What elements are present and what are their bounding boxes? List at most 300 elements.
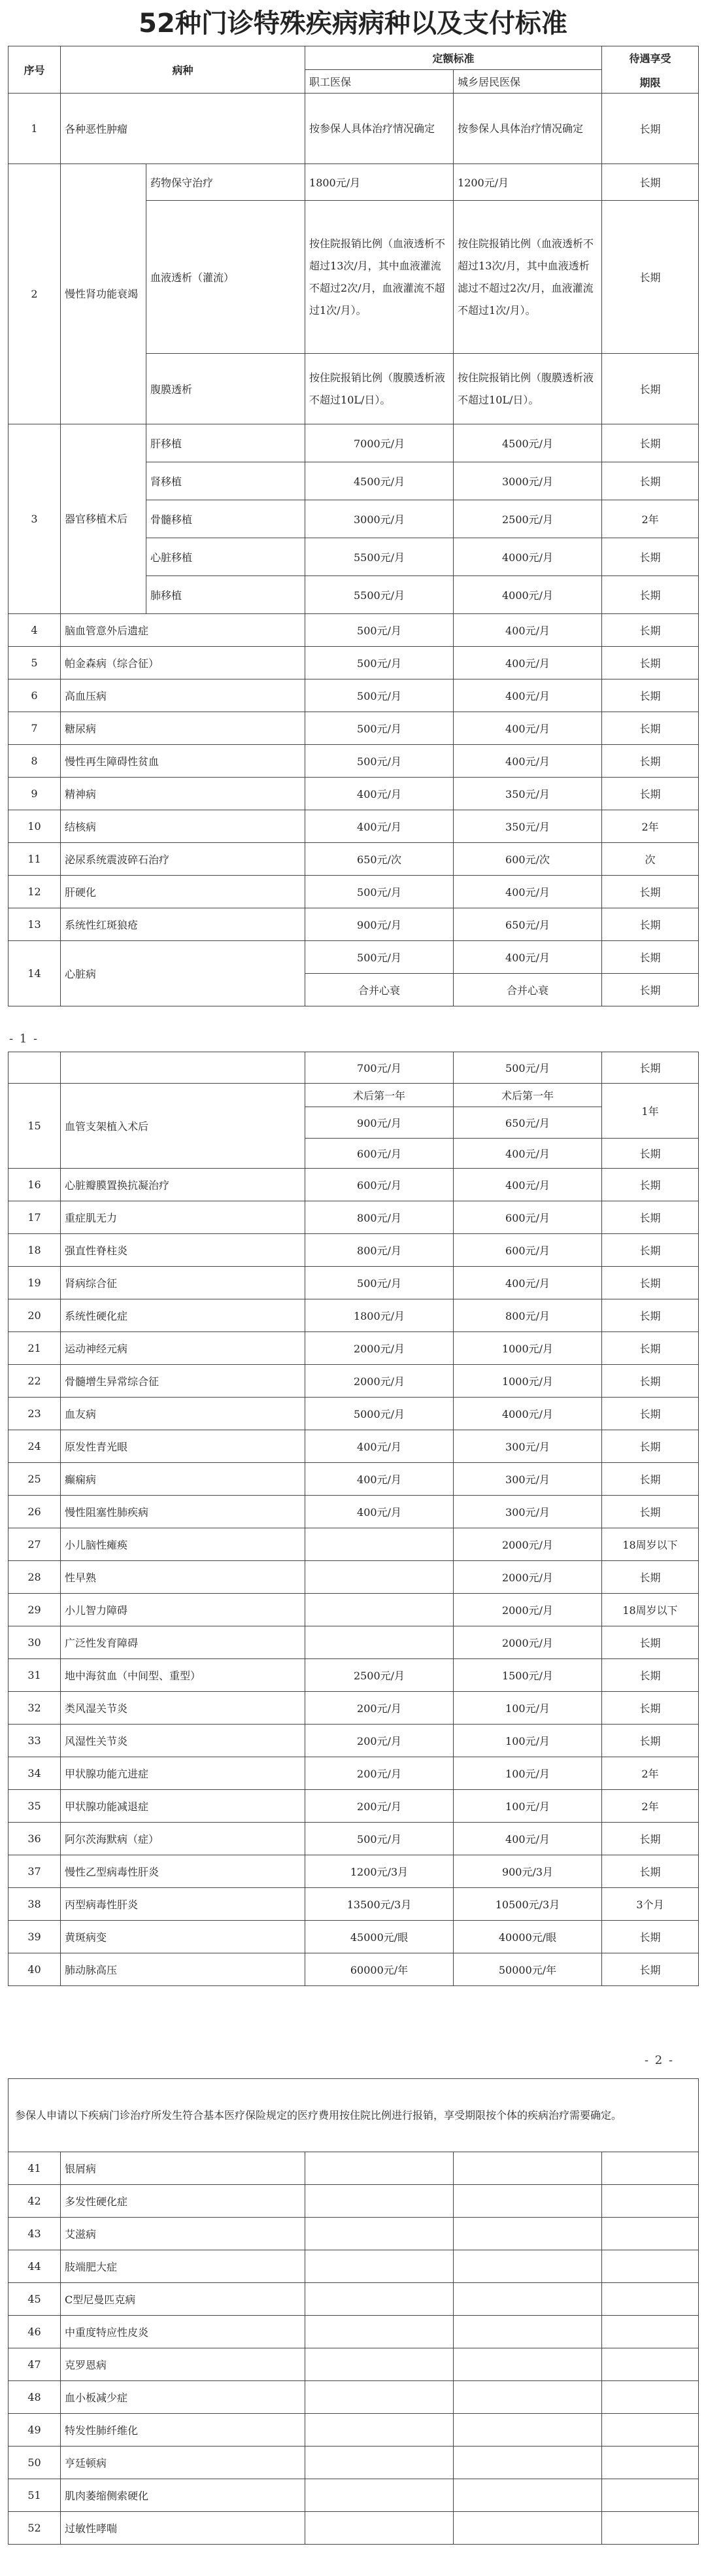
row-period — [602, 2283, 699, 2316]
table-row — [8, 843, 699, 876]
row-disease: 脑血管意外后遗症 — [61, 614, 305, 647]
row-period: 长期 — [602, 538, 699, 576]
row-resident: 1200元/月 — [454, 164, 602, 201]
row-disease: 泌尿系统震波碎石治疗 — [61, 843, 305, 876]
disease-table-part-2 — [8, 1052, 699, 1986]
table-row — [8, 1332, 699, 1365]
row-resident: 2000元/月 — [454, 1626, 602, 1659]
row-worker: 400元/月 — [305, 1463, 454, 1496]
row-worker — [305, 2512, 454, 2545]
row-worker: 500元/月 — [305, 1823, 454, 1855]
row-period — [602, 2479, 699, 2512]
row-worker: 500元/月 — [305, 679, 454, 712]
row-disease: 慢性阻塞性肺疾病 — [61, 1496, 305, 1528]
row-resident: 300元/月 — [454, 1463, 602, 1496]
row-resident: 1000元/月 — [454, 1332, 602, 1365]
row-period: 长期 — [602, 647, 699, 679]
row-subtype: 血液透析（灌流） — [146, 201, 305, 354]
row-no: 8 — [8, 745, 61, 778]
row-period — [602, 2447, 699, 2479]
row-period: 长期 — [602, 576, 699, 614]
row-no: 38 — [8, 1888, 61, 1921]
row-resident — [454, 2348, 602, 2381]
row-disease: 重症肌无力 — [61, 1201, 305, 1234]
row-resident: 400元/月 — [454, 1823, 602, 1855]
table-row — [8, 647, 699, 679]
row-resident: 100元/月 — [454, 1725, 602, 1757]
row-disease: 地中海贫血（中间型、重型） — [61, 1659, 305, 1692]
row-worker — [305, 2479, 454, 2512]
row-period: 长期 — [602, 745, 699, 778]
row-worker: 200元/月 — [305, 1692, 454, 1725]
table-row — [8, 1953, 699, 1986]
row-resident: 4000元/月 — [454, 576, 602, 614]
row-disease: 多发性硬化症 — [61, 2185, 305, 2218]
table-row — [8, 745, 699, 778]
row-worker: 400元/月 — [305, 1496, 454, 1528]
page-title: 52种门诊特殊疾病病种以及支付标准 — [139, 9, 567, 39]
row-worker — [305, 2414, 454, 2447]
row-no: 23 — [8, 1398, 61, 1430]
row-worker: 400元/月 — [305, 1430, 454, 1463]
header-disease: 病种 — [61, 46, 305, 94]
row-worker: 500元/月 — [305, 876, 454, 908]
row-disease: 血小板减少症 — [61, 2381, 305, 2414]
row-no: 25 — [8, 1463, 61, 1496]
row-period: 长期 — [602, 1234, 699, 1267]
row-worker: 45000元/眼 — [305, 1921, 454, 1953]
row-resident: 按住院报销比例（腹膜透析液不超过10L/日）。 — [454, 354, 602, 424]
table-row — [8, 941, 699, 974]
row-worker: 800元/月 — [305, 1234, 454, 1267]
row-worker: 1800元/月 — [305, 1299, 454, 1332]
row-resident: 100元/月 — [454, 1790, 602, 1823]
row-no: 49 — [8, 2414, 61, 2447]
row-no: 22 — [8, 1365, 61, 1398]
table-row — [8, 1398, 699, 1430]
row-period — [602, 2250, 699, 2283]
row-worker: 400元/月 — [305, 810, 454, 843]
row-period: 长期 — [602, 1823, 699, 1855]
row-period: 2年 — [602, 1757, 699, 1790]
row-no: 42 — [8, 2185, 61, 2218]
row-no: 11 — [8, 843, 61, 876]
row-no: 39 — [8, 1921, 61, 1953]
row-resident: 400元/月 — [454, 1267, 602, 1299]
row-resident: 1000元/月 — [454, 1365, 602, 1398]
row-subtype: 肺移植 — [146, 576, 305, 614]
table-row — [8, 1855, 699, 1888]
row-resident — [454, 2152, 602, 2185]
row-worker: 600元/月 — [305, 1139, 454, 1169]
row-resident — [454, 2381, 602, 2414]
row-worker: 500元/月 — [305, 712, 454, 745]
row-no: 41 — [8, 2152, 61, 2185]
row-disease: C型尼曼匹克病 — [61, 2283, 305, 2316]
row-worker: 60000元/年 — [305, 1953, 454, 1986]
row-disease: 高血压病 — [61, 679, 305, 712]
row-resident: 2000元/月 — [454, 1561, 602, 1594]
table-row — [8, 1201, 699, 1234]
row-resident: 2000元/月 — [454, 1528, 602, 1561]
row-disease: 强直性脊柱炎 — [61, 1234, 305, 1267]
row-period: 长期 — [602, 1496, 699, 1528]
row-no: 3 — [8, 424, 61, 614]
row-worker: 900元/月 — [305, 1107, 454, 1139]
row-no: 28 — [8, 1561, 61, 1594]
row-resident: 800元/月 — [454, 1299, 602, 1332]
row-worker: 1200元/3月 — [305, 1855, 454, 1888]
row-period: 长期 — [602, 1953, 699, 1986]
table-row — [8, 1692, 699, 1725]
row-period — [602, 2512, 699, 2545]
row-resident: 400元/月 — [454, 1139, 602, 1169]
row-period: 长期 — [602, 462, 699, 500]
row-disease: 肌肉萎缩侧索硬化 — [61, 2479, 305, 2512]
row-resident: 合并心衰 — [454, 974, 602, 1006]
row-worker — [305, 1561, 454, 1594]
table-row — [8, 2250, 699, 2283]
row-resident: 350元/月 — [454, 810, 602, 843]
table-row — [8, 2218, 699, 2250]
row-period: 长期 — [602, 1365, 699, 1398]
table-row — [8, 1757, 699, 1790]
table-row — [8, 1496, 699, 1528]
row-resident: 300元/月 — [454, 1496, 602, 1528]
row-disease: 特发性肺纤维化 — [61, 2414, 305, 2447]
row-period: 长期 — [602, 1561, 699, 1594]
row-resident — [454, 2447, 602, 2479]
row-worker — [305, 2316, 454, 2348]
row-no: 1 — [8, 94, 61, 164]
table-row — [8, 2381, 699, 2414]
row-resident: 按参保人具体治疗情况确定 — [454, 94, 602, 164]
row-period: 长期 — [602, 1299, 699, 1332]
row-worker: 500元/月 — [305, 647, 454, 679]
row-worker: 500元/月 — [305, 614, 454, 647]
header-quota: 定额标准 — [305, 46, 602, 70]
row-disease: 癫痫病 — [61, 1463, 305, 1496]
row-disease: 血管支架植入术后 — [61, 1084, 305, 1169]
row-no: 16 — [8, 1169, 61, 1201]
row-disease: 骨髓增生异常综合征 — [61, 1365, 305, 1398]
row-no: 48 — [8, 2381, 61, 2414]
row-disease: 精神病 — [61, 778, 305, 810]
row-disease: 各种恶性肿瘤 — [61, 94, 305, 164]
row-period: 长期 — [602, 778, 699, 810]
row-disease: 运动神经元病 — [61, 1332, 305, 1365]
row-resident: 100元/月 — [454, 1757, 602, 1790]
row-no: 2 — [8, 164, 61, 424]
row-resident: 按住院报销比例（血液透析不超过13次/月，其中血液透析滤过不超过2次/月，血液灌流不超过1次/月）。 — [454, 201, 602, 354]
row-no: 5 — [8, 647, 61, 679]
row-resident: 600元/次 — [454, 843, 602, 876]
table-row — [8, 1234, 699, 1267]
row-no: 34 — [8, 1757, 61, 1790]
row-no: 26 — [8, 1496, 61, 1528]
row-worker: 5000元/月 — [305, 1398, 454, 1430]
row-period: 长期 — [602, 908, 699, 941]
table-row — [8, 2447, 699, 2479]
row-resident — [454, 2512, 602, 2545]
row-disease: 亨廷顿病 — [61, 2447, 305, 2479]
row-worker — [305, 2283, 454, 2316]
row-period: 长期 — [602, 1169, 699, 1201]
row-worker — [305, 2185, 454, 2218]
row-resident: 100元/月 — [454, 1692, 602, 1725]
row-period: 长期 — [602, 679, 699, 712]
row-disease: 小儿智力障碍 — [61, 1594, 305, 1626]
row-worker: 按住院报销比例（腹膜透析液不超过10L/日）。 — [305, 354, 454, 424]
row-no: 20 — [8, 1299, 61, 1332]
row-worker: 700元/月 — [305, 1052, 454, 1084]
row-period — [602, 2218, 699, 2250]
table-row — [8, 94, 699, 164]
row-no: 30 — [8, 1626, 61, 1659]
row-resident — [454, 2479, 602, 2512]
row-disease: 心脏病 — [61, 941, 305, 1006]
row-worker: 2000元/月 — [305, 1332, 454, 1365]
row-worker — [305, 2218, 454, 2250]
row-period: 长期 — [602, 1463, 699, 1496]
row-worker: 3000元/月 — [305, 500, 454, 538]
row-no: 29 — [8, 1594, 61, 1626]
page-number: - 1 - — [9, 1032, 39, 1046]
row-period: 次 — [602, 843, 699, 876]
row-no: 40 — [8, 1953, 61, 1986]
row-period: 长期 — [602, 164, 699, 201]
row-worker — [305, 2447, 454, 2479]
row-subtype: 骨髓移植 — [146, 500, 305, 538]
row-disease: 甲状腺功能亢进症 — [61, 1757, 305, 1790]
row-disease: 器官移植术后 — [61, 424, 146, 614]
row-worker: 按住院报销比例（血液透析不超过13次/月，其中血液灌流不超过2次/月，血液灌流不超过1次/月）。 — [305, 201, 454, 354]
row-period: 长期 — [602, 354, 699, 424]
table-row — [8, 1626, 699, 1659]
row-disease: 帕金森病（综合征） — [61, 647, 305, 679]
row-resident: 400元/月 — [454, 679, 602, 712]
row-period: 长期 — [602, 941, 699, 974]
table-row — [8, 1659, 699, 1692]
row-no: 37 — [8, 1855, 61, 1888]
row-worker: 按参保人具体治疗情况确定 — [305, 94, 454, 164]
row-worker: 5500元/月 — [305, 576, 454, 614]
row-no: 46 — [8, 2316, 61, 2348]
row-resident: 40000元/眼 — [454, 1921, 602, 1953]
row-resident — [454, 2185, 602, 2218]
row-resident — [454, 2316, 602, 2348]
row-no: 36 — [8, 1823, 61, 1855]
row-worker: 4500元/月 — [305, 462, 454, 500]
row-resident: 400元/月 — [454, 1169, 602, 1201]
row-disease: 黄斑病变 — [61, 1921, 305, 1953]
table-row — [8, 679, 699, 712]
row-disease: 艾滋病 — [61, 2218, 305, 2250]
row-no: 50 — [8, 2447, 61, 2479]
table-row — [8, 2152, 699, 2185]
row-period: 长期 — [602, 1201, 699, 1234]
row-resident: 4500元/月 — [454, 424, 602, 462]
row-disease: 系统性红斑狼疮 — [61, 908, 305, 941]
row-worker — [305, 1594, 454, 1626]
row-subtype: 肾移植 — [146, 462, 305, 500]
row-resident: 2000元/月 — [454, 1594, 602, 1626]
row-worker: 200元/月 — [305, 1790, 454, 1823]
row-resident: 400元/月 — [454, 745, 602, 778]
row-disease: 小儿脑性瘫痪 — [61, 1528, 305, 1561]
row-no: 14 — [8, 941, 61, 1006]
row-resident: 400元/月 — [454, 876, 602, 908]
row-period — [602, 2381, 699, 2414]
row-disease: 糖尿病 — [61, 712, 305, 745]
row-period: 长期 — [602, 94, 699, 164]
row-period: 长期 — [602, 1398, 699, 1430]
row-resident: 400元/月 — [454, 941, 602, 974]
row-disease: 肺动脉高压 — [61, 1953, 305, 1986]
row-subtype: 腹膜透析 — [146, 354, 305, 424]
row-period: 长期 — [602, 876, 699, 908]
row-resident — [454, 2414, 602, 2447]
row-worker: 合并心衰 — [305, 974, 454, 1006]
row-resident: 10500元/3月 — [454, 1888, 602, 1921]
table-row — [8, 2185, 699, 2218]
row-disease: 慢性肾功能衰竭 — [61, 164, 146, 424]
row-period: 2年 — [602, 810, 699, 843]
row-worker: 600元/月 — [305, 1169, 454, 1201]
row-period: 长期 — [602, 712, 699, 745]
table-row — [8, 1267, 699, 1299]
row-disease: 类风湿关节炎 — [61, 1692, 305, 1725]
row-no: 10 — [8, 810, 61, 843]
note-text: 参保人申请以下疾病门诊治疗所发生符合基本医疗保险规定的医疗费用按住院比例进行报销，享受期限按个体的疾病治疗需要确定。 — [8, 2079, 699, 2152]
header-worker: 职工医保 — [305, 70, 454, 94]
row-resident: 500元/月 — [454, 1052, 602, 1084]
row-period — [602, 2316, 699, 2348]
row-worker: 13500元/3月 — [305, 1888, 454, 1921]
row-no: 35 — [8, 1790, 61, 1823]
row-period: 长期 — [602, 1725, 699, 1757]
row-resident: 400元/月 — [454, 614, 602, 647]
row-period: 长期 — [602, 1332, 699, 1365]
row-worker — [305, 2348, 454, 2381]
header-period-line2: 期限 — [639, 76, 661, 89]
row-period: 长期 — [602, 201, 699, 354]
row-period: 长期 — [602, 1855, 699, 1888]
header-period — [602, 46, 699, 94]
header-resident: 城乡居民医保 — [454, 70, 602, 94]
header-period-line1: 待遇享受 — [629, 52, 671, 65]
row-worker: 2000元/月 — [305, 1365, 454, 1398]
row-resident: 300元/月 — [454, 1430, 602, 1463]
row-subtype: 肝移植 — [146, 424, 305, 462]
table-row — [8, 1790, 699, 1823]
row-period — [602, 2185, 699, 2218]
row-worker: 800元/月 — [305, 1201, 454, 1234]
row-worker — [305, 2381, 454, 2414]
row-no: 4 — [8, 614, 61, 647]
table-row — [8, 2479, 699, 2512]
row-subtype: 药物保守治疗 — [146, 164, 305, 201]
table-row — [8, 876, 699, 908]
row-worker: 500元/月 — [305, 745, 454, 778]
table-row — [8, 1725, 699, 1757]
disease-table-part-3 — [8, 2078, 699, 2545]
row-resident: 1500元/月 — [454, 1659, 602, 1692]
row-disease: 甲状腺功能减退症 — [61, 1790, 305, 1823]
row-worker: 200元/月 — [305, 1757, 454, 1790]
row-period: 长期 — [602, 1659, 699, 1692]
row-period — [602, 2152, 699, 2185]
row-no: 7 — [8, 712, 61, 745]
row-period: 长期 — [602, 1692, 699, 1725]
row-resident — [454, 2218, 602, 2250]
page-number: - 2 - — [645, 2053, 675, 2067]
table-row — [8, 2283, 699, 2316]
row-worker — [305, 2250, 454, 2283]
row-disease: 过敏性哮喘 — [61, 2512, 305, 2545]
row-disease: 广泛性发育障碍 — [61, 1626, 305, 1659]
row-resident — [454, 2250, 602, 2283]
row-resident: 600元/月 — [454, 1234, 602, 1267]
row-no: 47 — [8, 2348, 61, 2381]
row-disease: 肢端肥大症 — [61, 2250, 305, 2283]
table-row — [8, 2512, 699, 2545]
row-no: 24 — [8, 1430, 61, 1463]
row-resident: 4000元/月 — [454, 538, 602, 576]
row-period: 长期 — [602, 974, 699, 1006]
table-row — [8, 1463, 699, 1496]
row-resident — [454, 2283, 602, 2316]
row-no: 31 — [8, 1659, 61, 1692]
row-resident: 400元/月 — [454, 712, 602, 745]
row-no: 27 — [8, 1528, 61, 1561]
row-no: 45 — [8, 2283, 61, 2316]
row-subtype: 心脏移植 — [146, 538, 305, 576]
row-resident: 650元/月 — [454, 1107, 602, 1139]
row-disease: 风湿性关节炎 — [61, 1725, 305, 1757]
row-resident: 600元/月 — [454, 1201, 602, 1234]
row-period — [602, 2414, 699, 2447]
row-disease: 肾病综合征 — [61, 1267, 305, 1299]
row-period: 2年 — [602, 1790, 699, 1823]
table-row — [8, 1888, 699, 1921]
row-no: 9 — [8, 778, 61, 810]
table-row — [8, 1528, 699, 1561]
row-resident: 400元/月 — [454, 647, 602, 679]
row-no: 21 — [8, 1332, 61, 1365]
table-row — [8, 810, 699, 843]
row-worker: 500元/月 — [305, 1267, 454, 1299]
row-resident: 3000元/月 — [454, 462, 602, 500]
table-row — [8, 1169, 699, 1201]
row-period: 18周岁以下 — [602, 1528, 699, 1561]
table-row — [8, 164, 699, 201]
row-period: 长期 — [602, 1430, 699, 1463]
row-worker: 650元/次 — [305, 843, 454, 876]
table-row — [8, 778, 699, 810]
row-period: 2年 — [602, 500, 699, 538]
row-period: 1年 — [602, 1084, 699, 1139]
row-period: 长期 — [602, 1626, 699, 1659]
table-row — [8, 1084, 699, 1107]
row-period: 18周岁以下 — [602, 1594, 699, 1626]
row-disease: 原发性青光眼 — [61, 1430, 305, 1463]
row-disease: 慢性再生障碍性贫血 — [61, 745, 305, 778]
row-worker: 1800元/月 — [305, 164, 454, 201]
table-row — [8, 908, 699, 941]
row-no: 17 — [8, 1201, 61, 1234]
row-worker — [305, 1626, 454, 1659]
